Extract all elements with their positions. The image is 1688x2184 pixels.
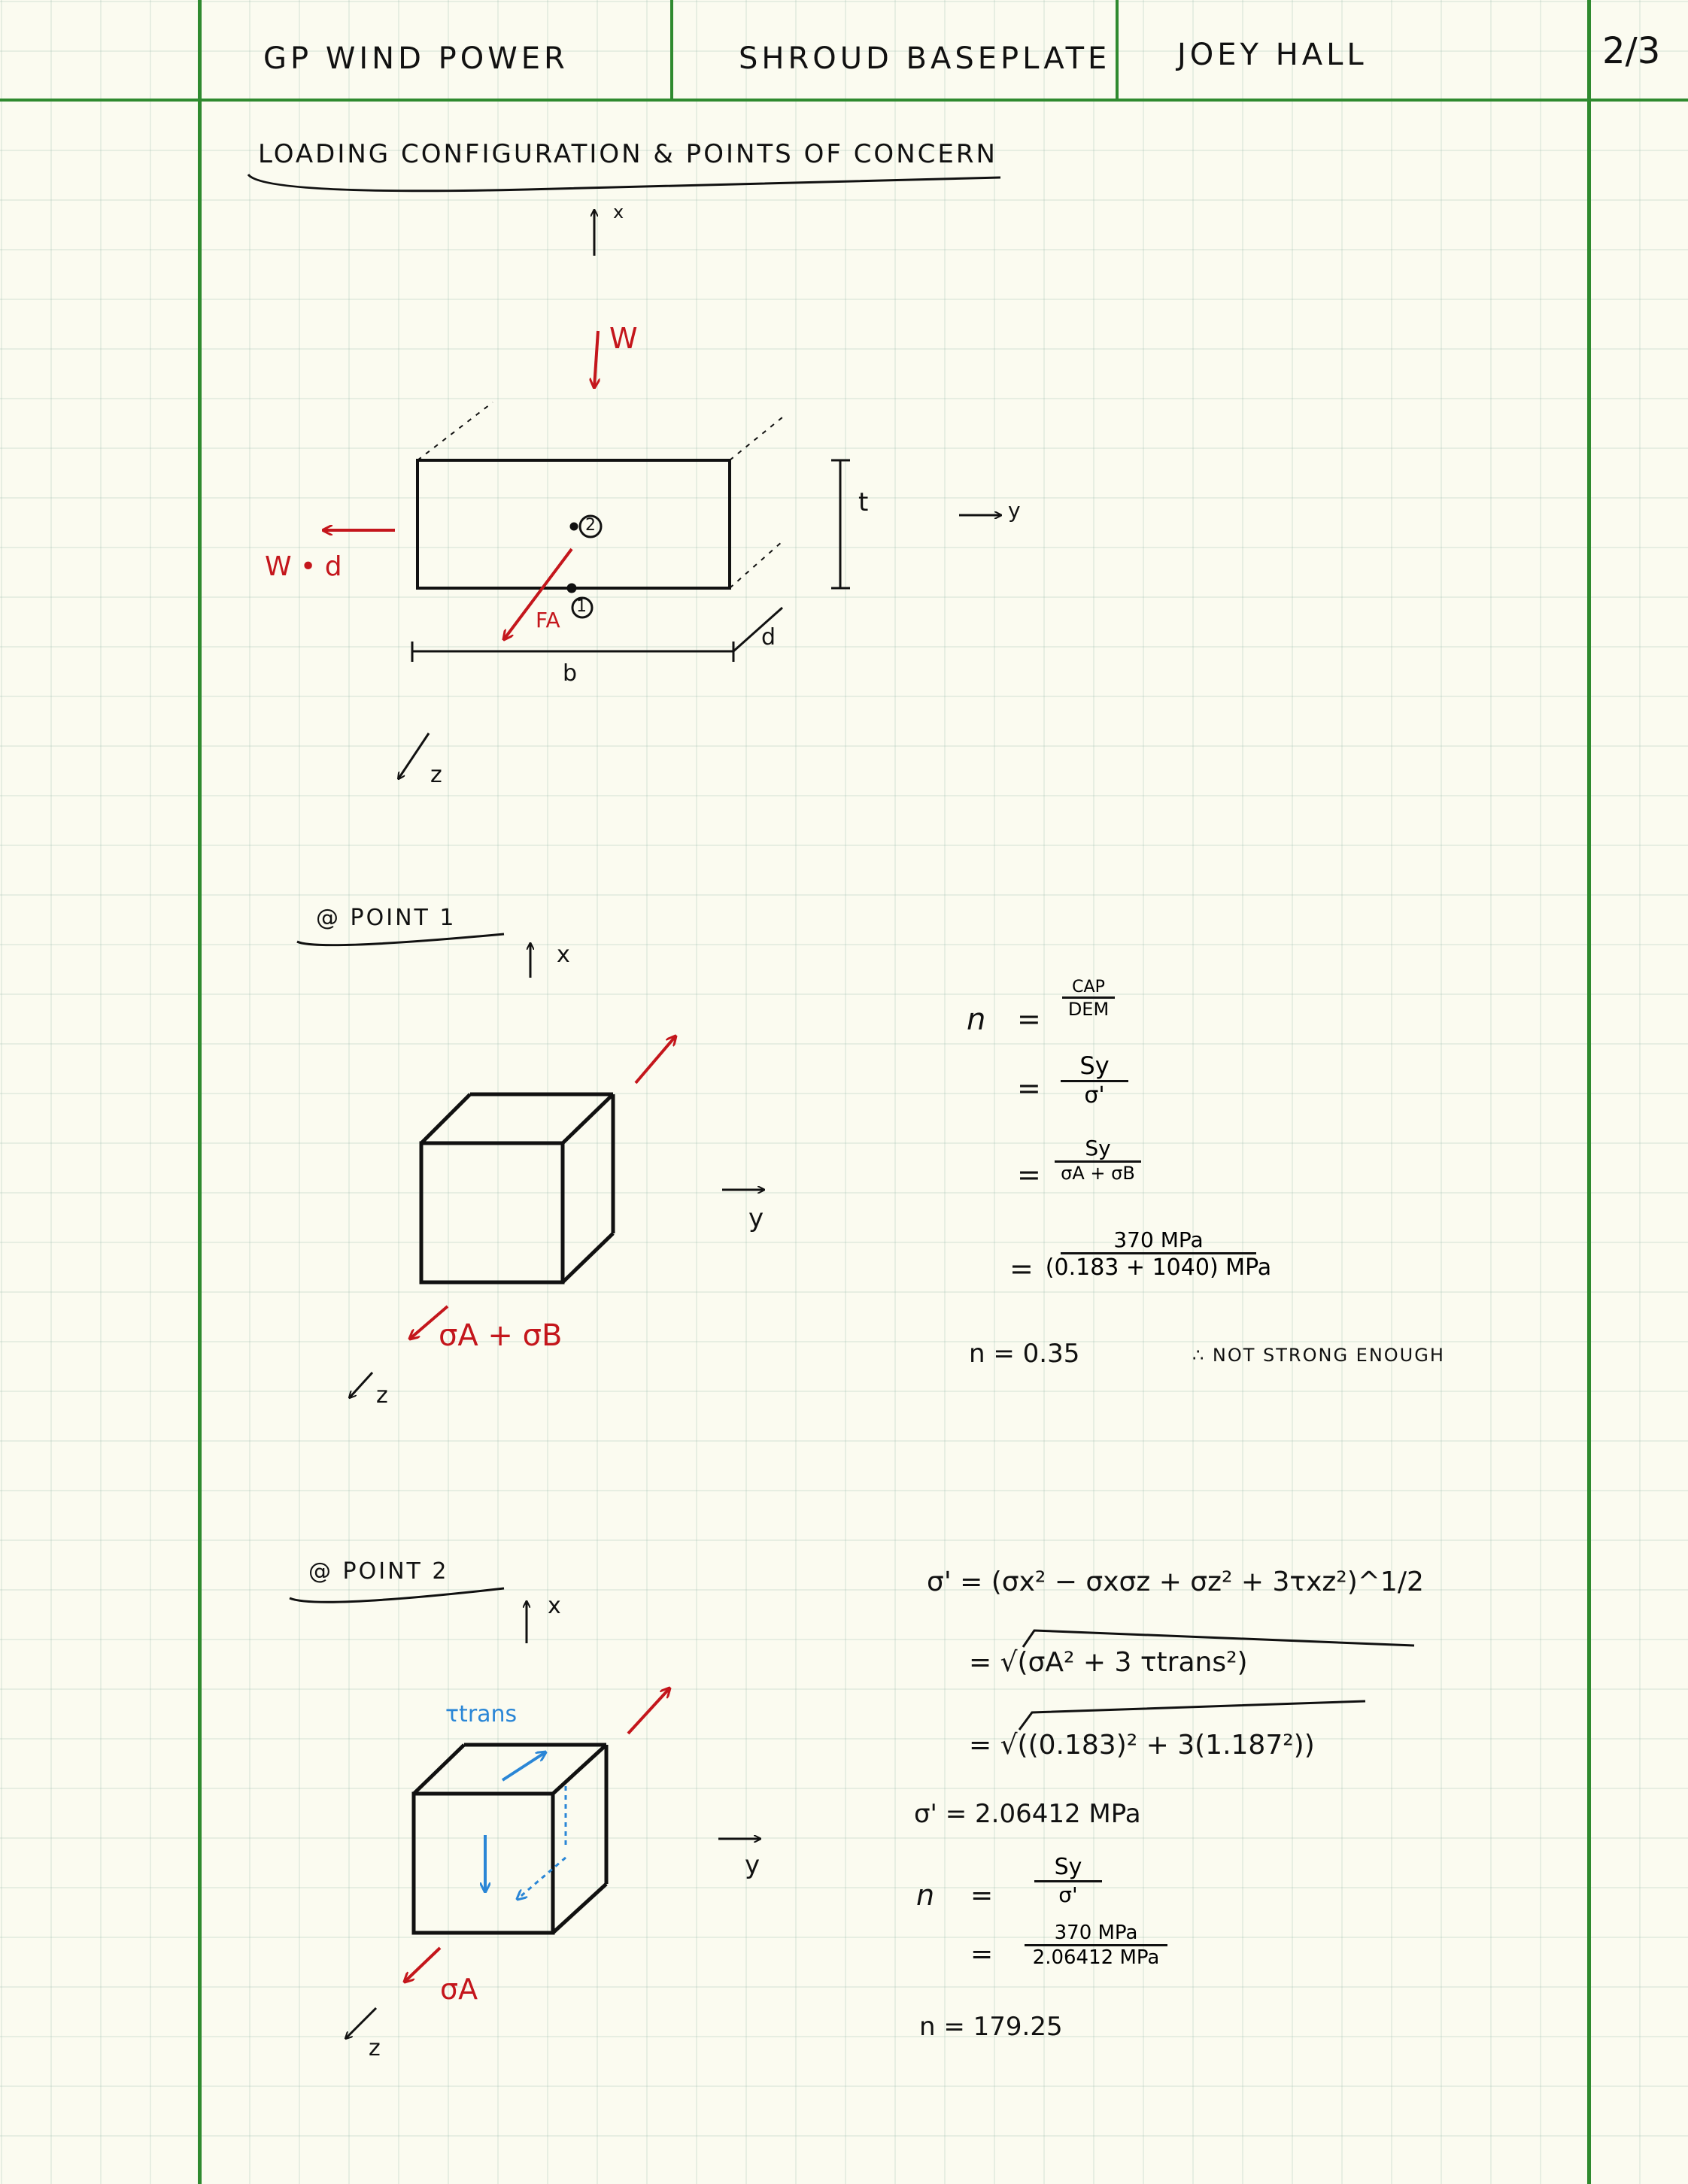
fraction-denominator: DEM bbox=[1067, 999, 1110, 1020]
fraction-numerator: CAP bbox=[1072, 978, 1105, 996]
load-label-w: W bbox=[609, 322, 638, 355]
header-page-number: 2/3 bbox=[1602, 30, 1661, 72]
result-n: n = 0.35 bbox=[969, 1339, 1080, 1369]
axis-label-y: y bbox=[748, 1203, 764, 1233]
fraction-numerator: Sy bbox=[1085, 1136, 1111, 1160]
axis-label-y: y bbox=[1008, 498, 1021, 523]
fraction-numerator: Sy bbox=[1054, 1854, 1082, 1880]
moment-label-wd: W • d bbox=[265, 551, 342, 582]
stress-element-point-2 bbox=[346, 1602, 760, 2038]
fraction-denominator: σ' bbox=[1058, 1882, 1078, 1907]
equals-sign: = bbox=[1017, 1158, 1041, 1191]
shear-label-tau-trans: τtrans bbox=[445, 1701, 518, 1727]
header-project: GP WIND POWER bbox=[263, 41, 569, 76]
equals-sign: = bbox=[1017, 1072, 1041, 1105]
equals-sign: = bbox=[970, 1880, 994, 1911]
von-mises-simplified: = √(σA² + 3 τtrans²) bbox=[969, 1647, 1248, 1678]
title-underline bbox=[248, 174, 1000, 191]
axis-label-z: z bbox=[430, 762, 442, 788]
plate-loads bbox=[323, 331, 598, 639]
axis-label-x: x bbox=[613, 202, 624, 223]
stress-label-sigma-ab: σA + σB bbox=[439, 1318, 563, 1353]
dimension-label-d: d bbox=[761, 624, 776, 651]
section-title-loading: LOADING CONFIGURATION & POINTS OF CONCERN bbox=[258, 139, 997, 169]
point-1-label: 1 bbox=[576, 597, 587, 616]
von-mises-substituted: = √((0.183)² + 3(1.187²)) bbox=[969, 1730, 1315, 1761]
equals-sign: = bbox=[970, 1939, 994, 1970]
stress-element-point-1 bbox=[350, 944, 764, 1397]
axis-label-z: z bbox=[376, 1382, 388, 1409]
stress-arrows-point-1 bbox=[410, 1036, 676, 1339]
fraction-denominator: σA + σB bbox=[1061, 1163, 1135, 1184]
header-author: JOEY HALL bbox=[1177, 38, 1368, 72]
von-mises-definition: σ' = (σx² − σxσz + σz² + 3τxz²)^1/2 bbox=[927, 1567, 1424, 1597]
result-n: n = 179.25 bbox=[919, 2012, 1063, 2042]
fraction-denominator: σ' bbox=[1084, 1082, 1105, 1109]
section-title-point-1: @ POINT 1 bbox=[316, 905, 457, 931]
axis-label-y: y bbox=[745, 1850, 761, 1880]
equals-sign: = bbox=[1017, 1003, 1041, 1036]
dimension-label-t: t bbox=[858, 487, 869, 517]
axis-label-x: x bbox=[557, 942, 570, 968]
fraction-denominator: 2.06412 MPa bbox=[1032, 1946, 1160, 1969]
header-part: SHROUD BASEPLATE bbox=[739, 41, 1111, 76]
von-mises-result: σ' = 2.06412 MPa bbox=[914, 1799, 1141, 1829]
radical-overline bbox=[1019, 1701, 1365, 1730]
safety-factor-symbol: n bbox=[967, 1003, 986, 1037]
fraction-numerator: Sy bbox=[1079, 1051, 1110, 1080]
section-title-point-2: @ POINT 2 bbox=[308, 1558, 449, 1585]
safety-factor-symbol: n bbox=[916, 1879, 935, 1912]
title-underline bbox=[297, 934, 504, 945]
fraction-numerator: 370 MPa bbox=[1113, 1227, 1204, 1252]
stress-label-sigma-a: σA bbox=[440, 1973, 478, 2006]
force-label-fa: FA bbox=[536, 608, 560, 632]
stress-arrows-point-2 bbox=[405, 1688, 669, 1982]
radical-overline bbox=[1023, 1630, 1414, 1647]
title-underline bbox=[290, 1588, 504, 1602]
axis-label-z: z bbox=[369, 2035, 381, 2061]
plate-diagram bbox=[399, 211, 1000, 778]
point-2-label: 2 bbox=[585, 516, 596, 535]
dimension-label-b: b bbox=[563, 660, 578, 687]
fraction-denominator: (0.183 + 1040) MPa bbox=[1045, 1254, 1272, 1281]
fraction-numerator: 370 MPa bbox=[1054, 1922, 1138, 1944]
equals-sign: = bbox=[1009, 1252, 1034, 1285]
conclusion-text: ∴ NOT STRONG ENOUGH bbox=[1192, 1345, 1445, 1366]
axis-label-x: x bbox=[548, 1593, 561, 1619]
